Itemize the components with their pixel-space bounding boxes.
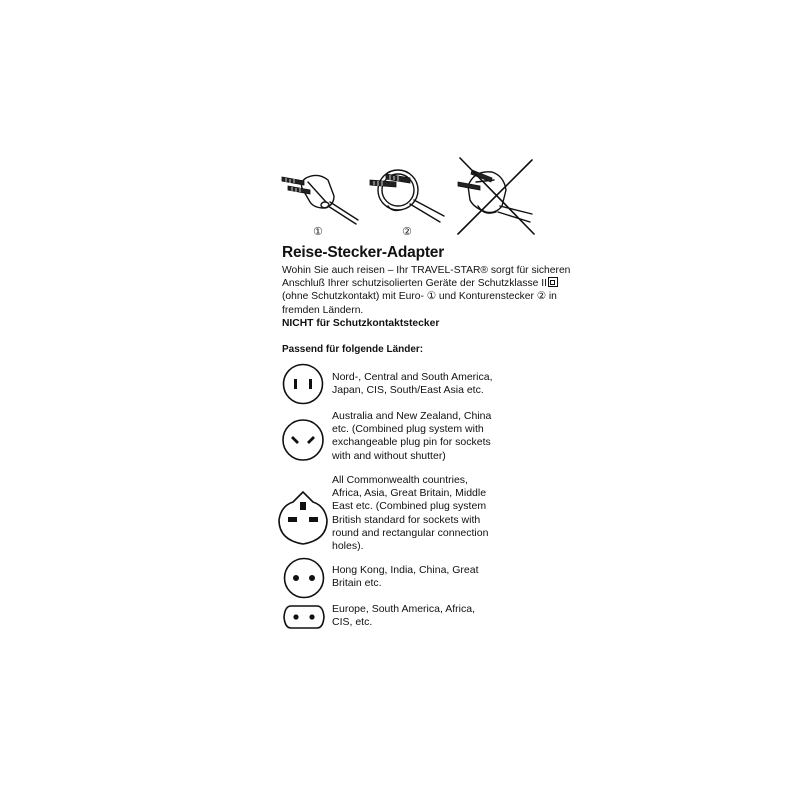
country-item-commonwealth — [332, 474, 532, 553]
australia-angled-pin-socket-icon — [281, 418, 325, 462]
country-item-australia — [332, 410, 532, 463]
uk-rectangular-pin-socket-icon — [277, 490, 329, 546]
country-line: CIS, etc. — [332, 616, 373, 629]
intro-line: Anschluß Ihrer schutzisolierten Geräte der Schutzklasse II — [282, 278, 547, 290]
country-line: etc. (Combined plug system with — [332, 423, 484, 436]
intro-line: fremden Ländern. — [282, 304, 364, 316]
protection-class-ii-icon — [548, 277, 558, 287]
country-line: Nord-, Central and South America, — [332, 371, 493, 383]
euro-plug-icon — [278, 162, 360, 228]
country-line: Africa, Asia, Great Britain, Middle — [332, 487, 487, 500]
illustration-number-2: ② — [402, 225, 412, 238]
country-line: Britain etc. — [332, 577, 382, 590]
country-line: Japan, CIS, South/East Asia etc. — [332, 384, 484, 397]
country-line: British standard for sockets with — [332, 513, 481, 526]
country-line: exchangeable plug pin for sockets — [332, 436, 491, 449]
intro-line: (ohne Schutzkontakt) mit Euro- ① und Konturenstecker ② in — [282, 291, 557, 303]
country-line: All Commonwealth countries, — [332, 474, 468, 486]
country-line: Europe, South America, Africa, — [332, 603, 475, 615]
us-flat-pin-socket-icon — [282, 363, 324, 405]
country-line: Australia and New Zealand, China — [332, 410, 492, 422]
country-item-hong-kong — [332, 564, 532, 590]
country-line: Hong Kong, India, China, Great — [332, 564, 479, 576]
schuko-plug-crossed-icon — [452, 156, 538, 238]
country-line: round and rectangular connection — [332, 526, 489, 539]
europlug-socket-icon — [281, 603, 327, 631]
countries-heading: Passend für folgende Länder: — [282, 344, 424, 355]
country-line: East etc. (Combined plug system — [332, 500, 487, 513]
page-title: Reise-Stecker-Adapter — [282, 244, 445, 261]
country-item-europe — [332, 603, 532, 629]
contour-plug-icon — [366, 160, 446, 226]
country-item-americas — [332, 371, 532, 397]
round-pin-socket-icon — [283, 557, 325, 599]
intro-line: Wohin Sie auch reisen – Ihr TRAVEL-STAR® sorgt für sicheren — [282, 265, 571, 276]
intro-line-with-symbol — [282, 277, 547, 290]
intro-text — [282, 264, 571, 330]
country-line: holes). — [332, 540, 364, 553]
country-line: with and without shutter) — [332, 449, 446, 462]
illustration-number-1: ① — [313, 225, 323, 238]
warning-text: NICHT für Schutzkontaktstecker — [282, 317, 440, 329]
